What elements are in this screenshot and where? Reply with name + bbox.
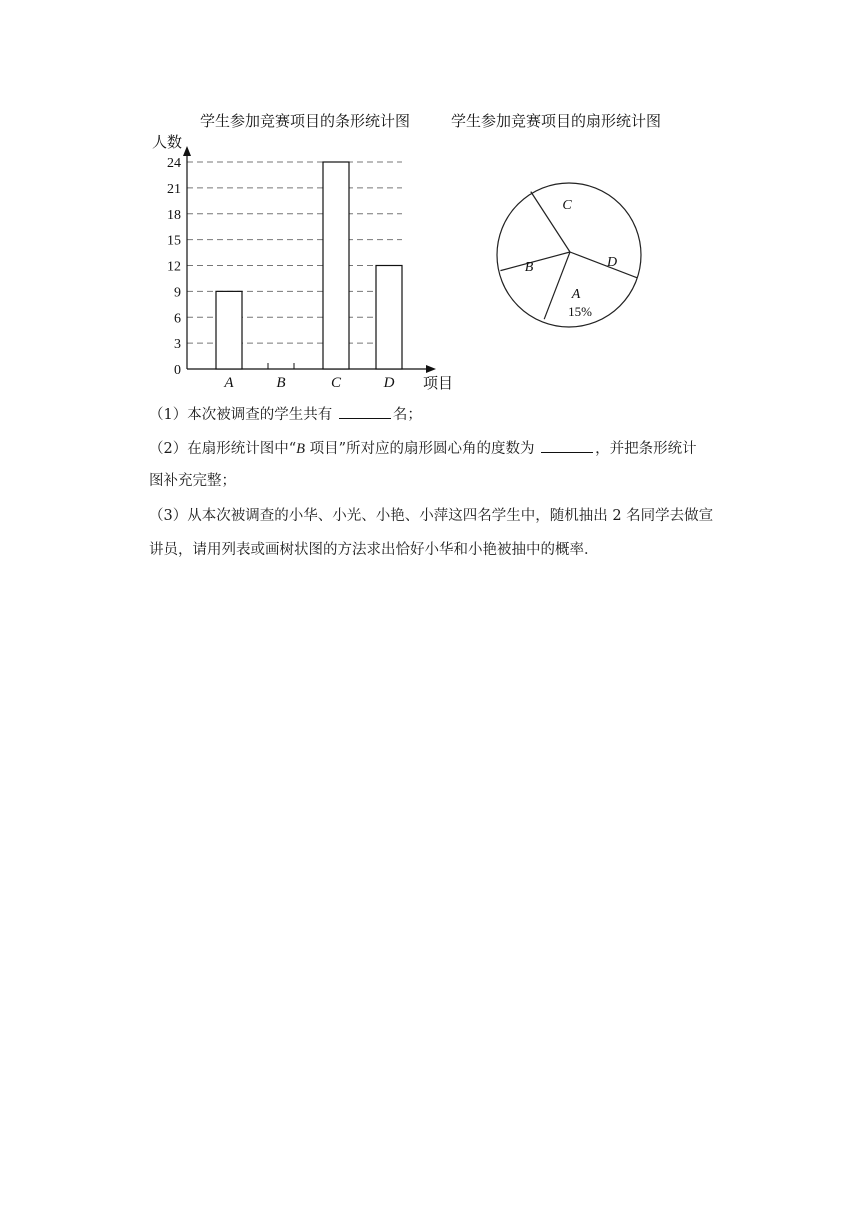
- bar-chart: [140, 128, 460, 398]
- pie-label-D: D: [606, 255, 618, 270]
- q2-prefix: （2）在扇形统计图中“: [149, 441, 297, 457]
- y-tick-label: 24: [167, 156, 181, 171]
- q2-answer-blank[interactable]: [541, 437, 593, 453]
- question-3-line1: （3）从本次被调查的小华、小光、小艳、小萍这四名学生中，随机抽出 2 名同学去做宣: [149, 508, 714, 524]
- x-axis-arrow: [426, 365, 436, 373]
- pie-chart-title: 学生参加竞赛项目的扇形统计图: [451, 112, 662, 130]
- y-tick-label: 9: [174, 285, 181, 301]
- pie-label-A-percent: 15%: [568, 304, 592, 319]
- bar-D: [376, 266, 402, 370]
- question-2: [149, 434, 739, 464]
- bar-chart-title: 学生参加竞赛项目的条形统计图: [200, 112, 411, 130]
- bar-C: [323, 162, 349, 369]
- y-tick-label: 21: [167, 181, 181, 197]
- q1-suffix: 名；: [392, 407, 422, 423]
- y-tick-label: 6: [174, 311, 181, 327]
- pie-label-C: C: [562, 198, 572, 213]
- y-axis-title: 人数: [152, 133, 183, 151]
- y-tick-label: 3: [174, 337, 181, 353]
- question-2-line2: 图补充完整；: [149, 473, 236, 489]
- x-tick-label: C: [330, 375, 342, 391]
- bar-A: [216, 291, 242, 369]
- question-3-line2: 讲员，请用列表或画树状图的方法求出恰好小华和小艳被抽中的概率．: [149, 542, 599, 558]
- question-1: [149, 400, 739, 430]
- y-tick-label: 12: [167, 259, 181, 275]
- y-axis-arrow: [183, 146, 191, 156]
- y-tick-label: 18: [167, 207, 181, 223]
- x-axis-title: 项目: [423, 374, 454, 392]
- q1-answer-blank[interactable]: [339, 403, 391, 419]
- x-tick-label: B: [276, 375, 286, 391]
- y-tick-label: 0: [174, 363, 181, 378]
- x-tick-label: D: [383, 375, 395, 391]
- q2-suffix: ，并把条形统计: [595, 441, 697, 457]
- q2-letter: B: [296, 441, 305, 457]
- pie-label-A: A: [571, 287, 581, 302]
- pie-label-B: B: [524, 260, 534, 275]
- q2-mid: 项目”所对应的扇形圆心角的度数为: [305, 441, 535, 457]
- x-tick-label: A: [224, 375, 234, 391]
- y-tick-label: 15: [167, 233, 181, 249]
- q1-prefix: （1）本次被调查的学生共有: [149, 407, 333, 423]
- pie-chart: [490, 176, 650, 336]
